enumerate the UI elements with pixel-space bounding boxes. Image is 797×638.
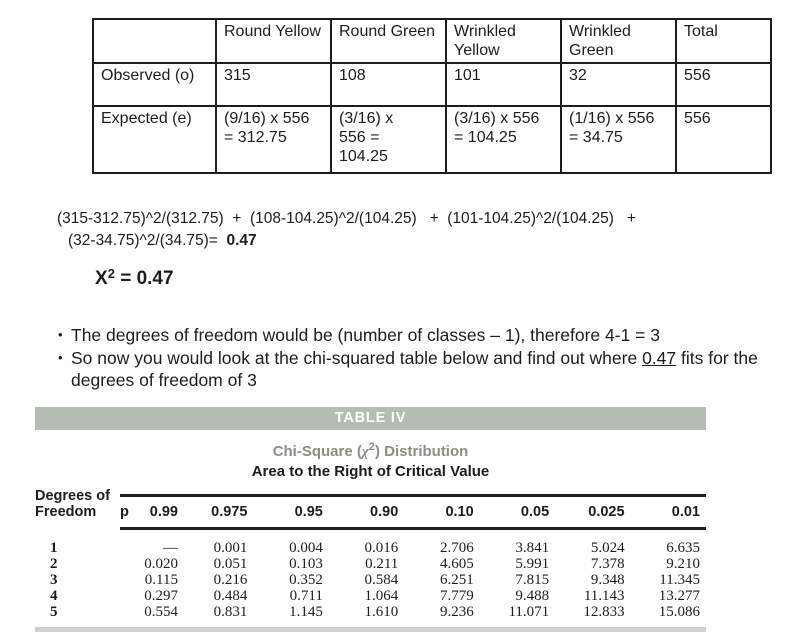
value-cell: 0.016: [364, 540, 399, 556]
value-cell: 11.071: [508, 604, 550, 620]
counts-header-wrinkled-green: Wrinkled Green: [561, 19, 676, 63]
chi-exponent: 2: [107, 266, 115, 281]
value-cell: 4.605: [439, 556, 474, 572]
p-value-header: 0.025: [588, 504, 625, 520]
value-cell: 1.145: [289, 604, 323, 620]
chi-title-suffix: ) Distribution: [374, 443, 469, 460]
value-cell: 0.051: [213, 556, 248, 572]
expected-value: [561, 106, 676, 173]
expected-line: (9/16) x 556: [224, 110, 310, 127]
formula-line-2: [68, 232, 257, 250]
observed-value: 32: [561, 63, 676, 106]
chi-title-exponent: 2: [368, 441, 375, 453]
counts-header-round-yellow: Round Yellow: [216, 19, 331, 63]
value-cell: 5.024: [590, 540, 625, 556]
value-cell: 0.115: [144, 572, 178, 588]
value-cell: 0.211: [365, 556, 399, 572]
observed-value: 315: [216, 63, 331, 106]
header-rule-bottom: [120, 527, 706, 530]
chi-symbol: X: [95, 268, 108, 289]
chi-table-row: [35, 588, 706, 604]
bullet-1-text: The degrees of freedom would be (number of classes – 1), therefore 4-1 = 3: [71, 325, 661, 345]
header-rule-top: [120, 494, 706, 497]
value-cell: 0.484: [213, 588, 248, 604]
expected-value: [216, 106, 331, 173]
value-cell: 0.004: [289, 540, 323, 556]
p-header-cell: [120, 504, 178, 520]
expected-row-label: Expected (e): [93, 106, 216, 173]
chi-table-subtitle: Area to the Right of Critical Value: [251, 463, 490, 480]
chi-table-body: [35, 540, 706, 620]
value-cell: 6.635: [666, 540, 700, 556]
value-cell: 0.020: [144, 556, 178, 572]
observed-value: 101: [446, 63, 561, 106]
value-cell: 1.610: [364, 604, 399, 620]
observed-row: [93, 63, 771, 106]
value-cell: 2.706: [439, 540, 474, 556]
expected-total: [676, 106, 771, 173]
value-cell: 6.251: [439, 572, 474, 588]
bullet-icon: •: [58, 327, 63, 342]
value-cell: 12.833: [583, 604, 625, 620]
expected-line: 556 =: [339, 129, 380, 146]
chi-table-row: [35, 540, 706, 556]
chi-table-row: [35, 556, 706, 572]
chi-square-distribution-table: [35, 407, 706, 632]
df-cell: 4: [50, 588, 58, 604]
value-cell: 9.210: [666, 556, 700, 572]
counts-header-round-green: Round Green: [331, 19, 446, 63]
p-value-header: 0.10: [445, 504, 474, 520]
expected-line: = 34.75: [569, 129, 623, 146]
value-cell: 3.841: [515, 540, 550, 556]
counts-header-blank: [93, 19, 216, 63]
expected-line: 556: [684, 110, 711, 127]
p-value-header: 0.01: [671, 504, 700, 520]
chi-equals-value: = 0.47: [114, 268, 174, 289]
value-cell: 0.554: [144, 604, 178, 620]
bullet-list: [58, 324, 768, 392]
df-cell: 3: [50, 572, 58, 588]
counts-table-header-row: [93, 19, 771, 63]
value-cell: 1.064: [364, 588, 399, 604]
expected-value: [446, 106, 561, 173]
expected-row: [93, 106, 771, 173]
value-cell: 9.488: [515, 588, 550, 604]
bullet-2-before: So now you would look at the chi-squared table below and find out where: [71, 347, 643, 368]
df-header-line-2: Freedom: [35, 504, 97, 520]
observed-total: 556: [676, 63, 771, 106]
df-header-line-1: Degrees of: [35, 487, 110, 504]
formula-line-1: (315-312.75)^2/(312.75) + (108-104.25)^2/(104.25) + (101-104.25)^2/(104.25) +: [57, 210, 636, 227]
value-cell: —: [163, 540, 178, 556]
counts-table: [92, 18, 772, 174]
bullet-item-2: [58, 347, 768, 392]
value-cell: 11.345: [659, 572, 700, 588]
p-value-header: 0.99: [149, 504, 178, 520]
expected-value: [331, 106, 446, 173]
expected-line: = 312.75: [224, 129, 287, 146]
bullet-2-text: [71, 347, 768, 392]
chi-table-row: [35, 604, 706, 620]
value-cell: 13.277: [658, 588, 700, 604]
value-cell: 0.352: [289, 572, 323, 588]
formula-line-2-expression: (32-34.75)^2/(34.75)=: [68, 232, 227, 249]
expected-line: (1/16) x 556: [569, 110, 655, 127]
value-cell: 0.831: [213, 604, 248, 620]
counts-header-total: Total: [676, 19, 771, 63]
p-value-header: 0.05: [520, 504, 550, 520]
value-cell: 7.779: [439, 588, 474, 604]
value-cell: 9.236: [439, 604, 474, 620]
p-value-header: 0.975: [211, 504, 248, 520]
value-cell: 15.086: [658, 604, 700, 620]
value-cell: 0.297: [144, 588, 178, 604]
table-iv-banner: TABLE IV: [35, 407, 706, 430]
table-bottom-rule: [35, 627, 706, 632]
p-label: p: [120, 504, 129, 520]
df-cell: 5: [50, 604, 58, 620]
value-cell: 0.711: [289, 588, 323, 604]
df-cell: 2: [50, 556, 58, 572]
observed-value: 108: [331, 63, 446, 106]
value-cell: 11.143: [583, 588, 625, 604]
value-cell: 7.815: [515, 572, 550, 588]
p-value-header-row: [35, 504, 706, 523]
chi-letter: χ: [361, 444, 369, 460]
chi-table-title: [35, 441, 706, 461]
bullet-icon: •: [58, 349, 63, 365]
counts-header-wrinkled-yellow: Wrinkled Yellow: [446, 19, 561, 63]
value-cell: 5.991: [515, 556, 550, 572]
bullet-2-value: 0.47: [642, 347, 677, 368]
bullet-2-after: fits for the degrees of freedom of 3: [71, 347, 758, 390]
value-cell: 9.348: [590, 572, 625, 588]
p-value-header: 0.90: [370, 504, 399, 520]
expected-line: (3/16) x: [339, 110, 394, 127]
expected-line: 104.25: [339, 148, 388, 165]
value-cell: 0.584: [364, 572, 399, 588]
df-header-row-1: [35, 487, 706, 504]
chi-square-result: [95, 266, 174, 290]
observed-row-label: Observed (o): [93, 63, 216, 106]
bullet-item-1: [58, 324, 768, 347]
value-cell: 7.378: [590, 556, 625, 572]
chi-title-prefix: Chi-Square (: [272, 443, 362, 460]
df-cell: 1: [50, 540, 58, 556]
value-cell: 0.001: [213, 540, 248, 556]
value-cell: 0.103: [289, 556, 323, 572]
formula-result: 0.47: [226, 232, 257, 249]
p-value-header: 0.95: [294, 504, 323, 520]
expected-line: (3/16) x 556: [454, 110, 540, 127]
expected-line: = 104.25: [454, 129, 517, 146]
chi-table-row: [35, 572, 706, 588]
value-cell: 0.216: [213, 572, 248, 588]
